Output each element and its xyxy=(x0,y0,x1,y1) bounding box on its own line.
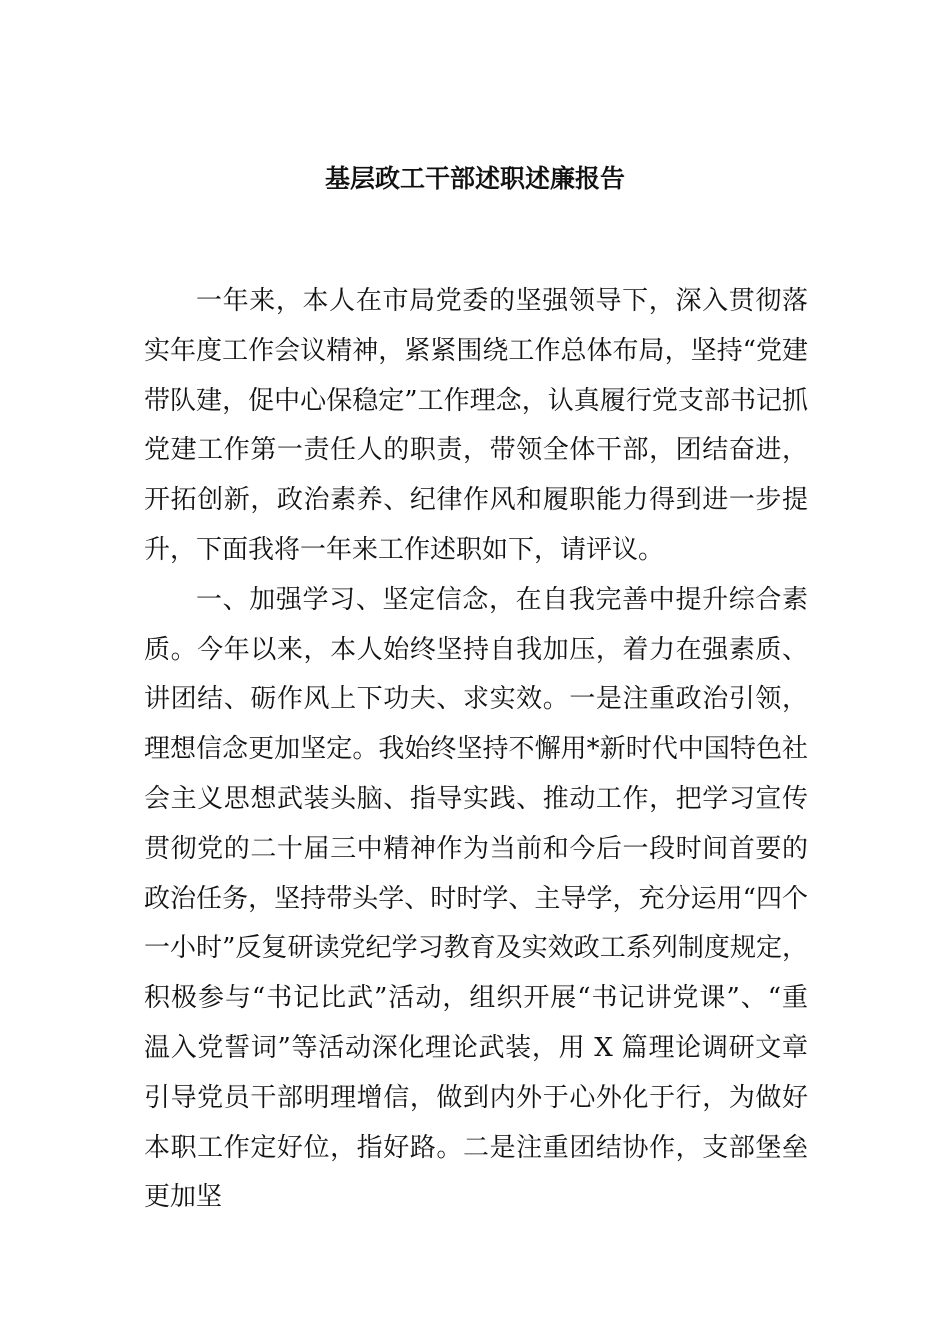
paragraph-section-one: 一、加强学习、坚定信念，在自我完善中提升综合素质。今年以来，本人始终坚持自我加压，着力在强素质、讲团结、砺作风上下功夫、求实效。一是注重政治引领，理想信念更加坚定。我始终坚持不懈用*新时代中国特色社会主义思想武装头脑、指导实践、推动工作，把学习宣传贯彻党的二十届三中精神作为当前和今后一段时间首要的政治任务，坚持带头学、时时学、主导学，充分运用“四个一小时”反复研读党纪学习教育及实效政工系列制度规定，积极参与“书记比武”活动，组织开展“书记讲党课”、“重温入党誓词”等活动深化理论武装，用 X 篇理论调研文章引导党员干部明理增信，做到内外于心外化于行，为做好本职工作定好位，指好路。二是注重团结协作，支部堡垒更加坚 xyxy=(144,584,808,1213)
document-title: 基层政工干部述职述廉报告 xyxy=(324,164,625,193)
document-body xyxy=(144,277,808,1223)
paragraph-intro: 一年来，本人在市局党委的坚强领导下，深入贯彻落实年度工作会议精神，紧紧围绕工作总体布局，坚持“党建带队建，促中心保稳定”工作理念，认真履行党支部书记抓党建工作第一责任人的职责，带领全体干部，团结奋进，开拓创新，政治素养、纪律作风和履职能力得到进一步提升，下面我将一年来工作述职如下，请评议。 xyxy=(144,286,808,565)
